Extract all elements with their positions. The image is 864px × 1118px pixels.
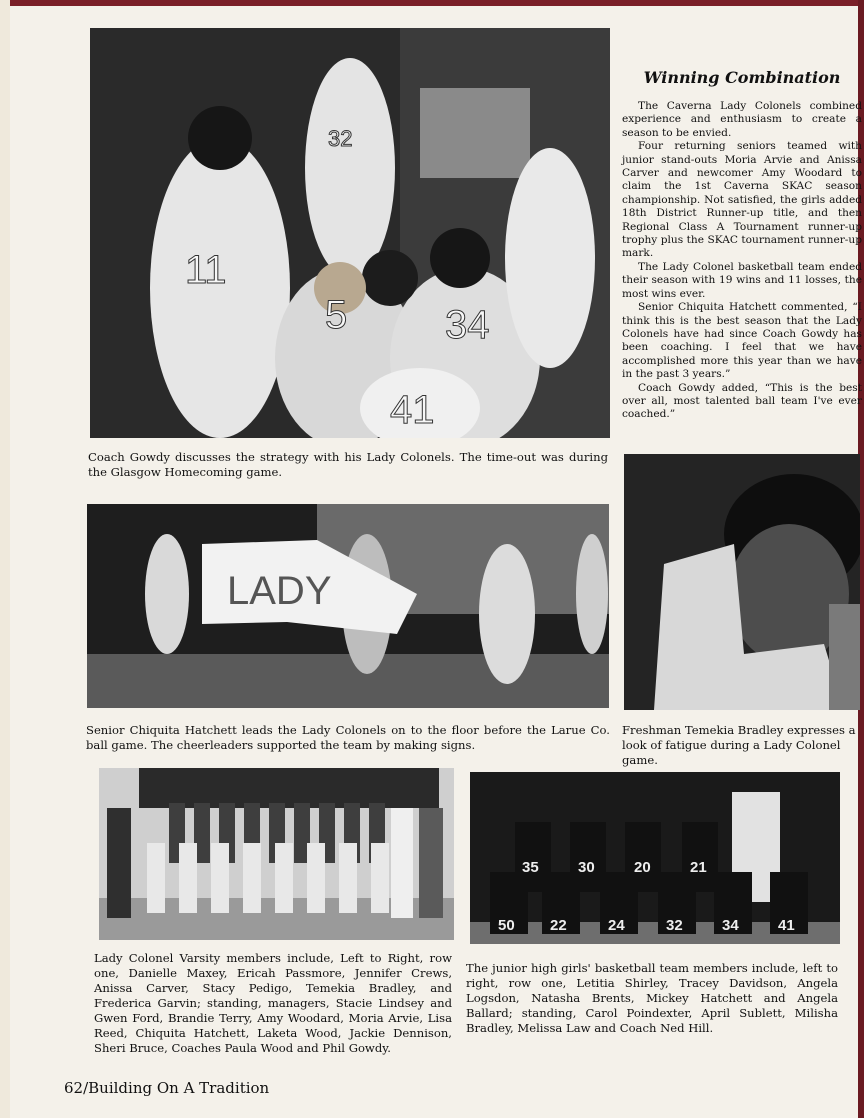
article-paragraph: Four returning seniors teamed with junior stand-outs Moria Arvie and Anissa Carver and newcomer Amy Woodard to claim the 1st Caverna SKAC season championship. Not satisfied, the girls added 18th District Runner-up title, and then Regional Class A Tournament runner-up trophy plus the SKAC tournament runner-up mark. xyxy=(622,140,862,260)
jersey-number: 24 xyxy=(608,917,625,934)
jersey-number: 32 xyxy=(666,917,683,934)
page-edge-top xyxy=(0,0,864,6)
article-paragraph: The Lady Colonel basketball team ended their season with 19 wins and 11 losses, the most wins ever. xyxy=(622,260,862,300)
timeout-photo-caption: Coach Gowdy discusses the strategy with his Lady Colonels. The time-out was during the Glasgow Homecoming game. xyxy=(88,450,608,479)
junior-high-photo-caption: The junior high girls' basketball team members include, left to right, row one, Letitia Shirley, Tracey Davidson, Angela Logsdon, Natasha Brents, Mickey Hatchett and Angela Ballard; standing, Carol Poindexter, April Sublett, Milisha Bradley, Melissa Law and Coach Ned Hill. xyxy=(466,961,838,1035)
jersey-number: 41 xyxy=(778,917,795,934)
article-body xyxy=(622,100,862,422)
sign-text: LADY xyxy=(227,569,332,613)
varsity-team-photo xyxy=(99,768,454,940)
jersey-number: 30 xyxy=(578,859,595,876)
junior-high-team-photo xyxy=(470,772,840,944)
jersey-number: 22 xyxy=(550,917,567,934)
jersey-number: 11 xyxy=(185,248,227,292)
jersey-number: 5 xyxy=(325,293,348,337)
portrait-photo-caption: Freshman Temekia Bradley expresses a look of fatigue during a Lady Colonel game. xyxy=(622,723,856,767)
jersey-number: 35 xyxy=(522,859,539,876)
jersey-number: 41 xyxy=(390,388,435,432)
jersey-number: 32 xyxy=(328,126,353,151)
article-paragraph: The Caverna Lady Colonels combined experience and enthusiasm to create a season to be envied. xyxy=(622,100,862,139)
article-paragraph: Coach Gowdy added, “This is the best over all, most talented ball team I've ever coached.” xyxy=(622,381,862,421)
jersey-number: 34 xyxy=(722,917,739,934)
jersey-number: 20 xyxy=(634,859,651,876)
jersey-number: 21 xyxy=(690,859,707,876)
team-entrance-photo xyxy=(87,504,609,708)
page-folio: 62/Building On A Tradition xyxy=(64,1079,270,1097)
jersey-number: 34 xyxy=(445,303,490,347)
varsity-photo-caption: Lady Colonel Varsity members include, Left to Right, row one, Danielle Maxey, Ericah Passmore, Jennifer Crews, Anissa Carver, Stacy Pedigo, Temekia Bradley, and Frederica Garvin; standing, managers, Stacie Lindsey and Gwen Ford, Brandie Terry, Amy Woodard, Moria Arvie, Lisa Reed, Chiquita Hatchett, Laketa Wood, Jackie Dennison, Sheri Bruce, Coaches Paula Wood and Phil Gowdy. xyxy=(94,951,452,1055)
player-portrait-photo xyxy=(624,454,860,710)
entrance-photo-caption: Senior Chiquita Hatchett leads the Lady Colonels on to the floor before the Larue Co. ball game. The cheerleaders supported the team by making signs. xyxy=(86,723,610,752)
article-paragraph: Senior Chiquita Hatchett commented, “I think this is the best season that the Lady Colonels have had since Coach Gowdy has been coaching. I feel that we have accomplished more this year than we have in the past 3 years.” xyxy=(622,301,862,381)
timeout-huddle-photo xyxy=(90,28,610,438)
page-gutter xyxy=(0,0,10,1118)
article-title: Winning Combination xyxy=(643,68,841,87)
jersey-number: 50 xyxy=(498,917,515,934)
